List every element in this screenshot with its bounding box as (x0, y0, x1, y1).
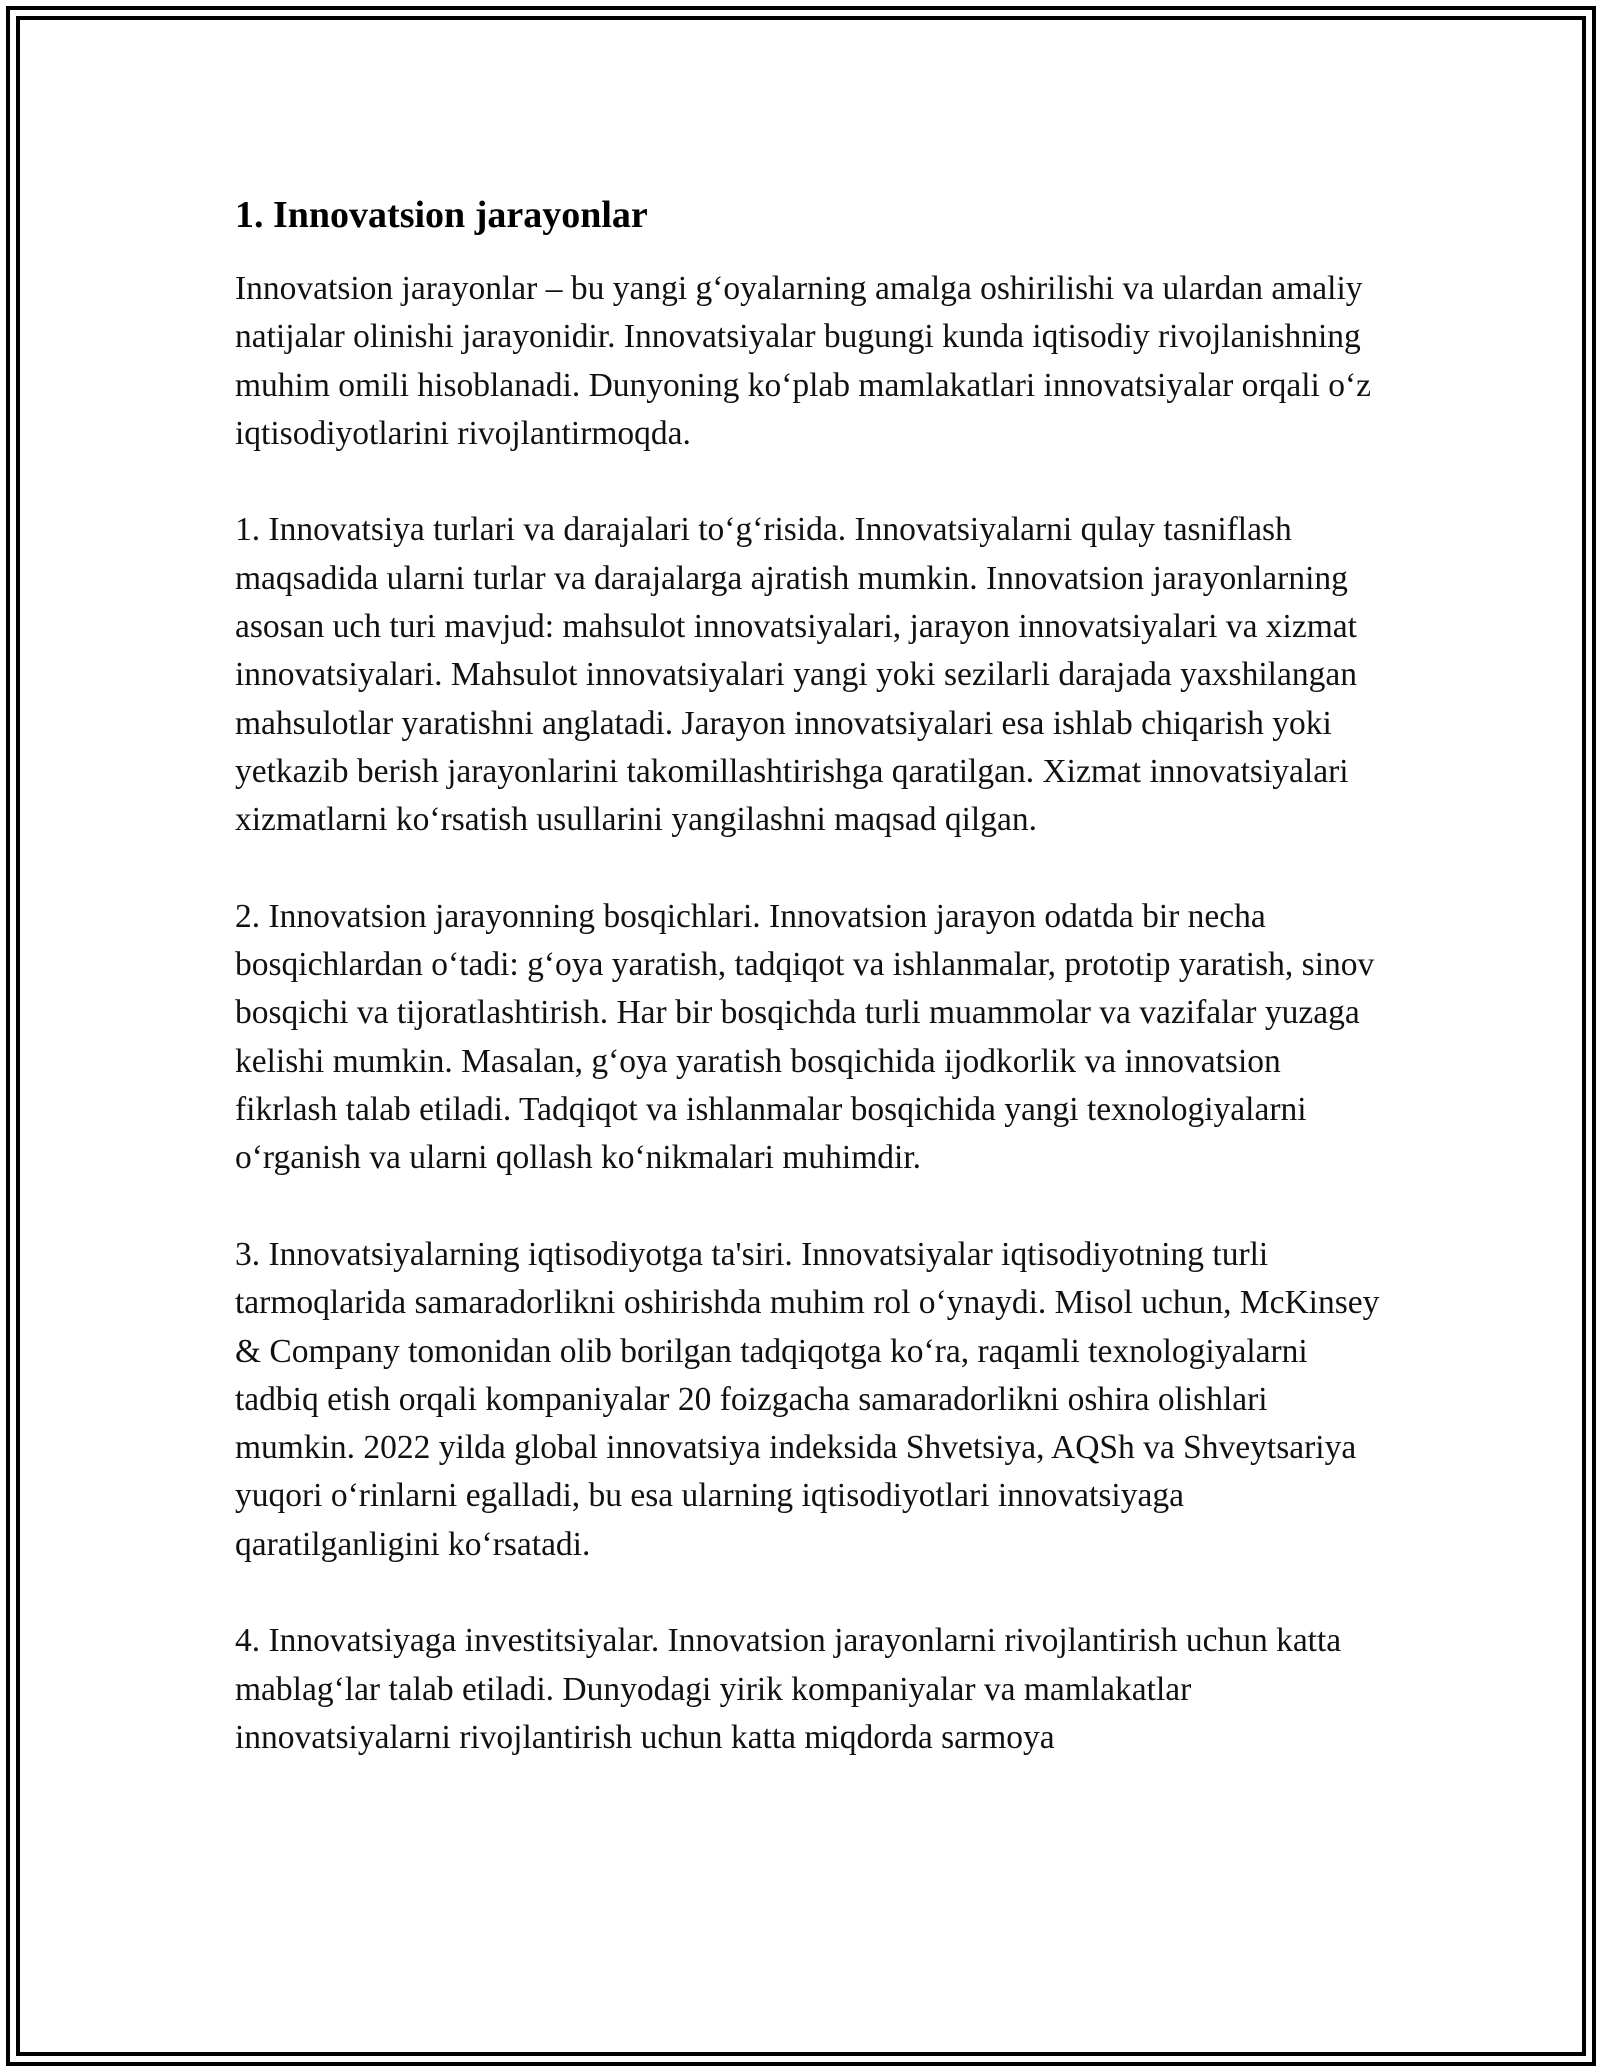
document-body (235, 183, 1385, 1811)
paragraph-investments: 4. Innovatsiyaga investitsiyalar. Innovatsion jarayonlarni rivojlantirish uchun katta mablag‘lar talab etiladi. Dunyodagi yirik kompaniyalar va mamlakatlar innovatsiyalarni rivojlantirish uchun katta miqdorda sarmoya (235, 1622, 1342, 1756)
paragraph-innovation-stages: 2. Innovatsion jarayonning bosqichlari. Innovatsion jarayon odatda bir necha bosqichlardan o‘tadi: g‘oya yaratish, tadqiqot va ishlanmalar, prototip yaratish, sinov bosqichi va tijoratlashtirish. Har bir bosqichda turli muammolar va vazifalar yuzaga kelishi mumkin. Masalan, g‘oya yaratish bosqichida ijodkorlik va innovatsion fikrlash talab etiladi. Tadqiqot va ishlanmalar bosqichida yangi texnologiyalarni o‘rganish va ularni qollash ko‘nikmalari muhimdir. (235, 897, 1375, 1177)
paragraph-innovation-types: 1. Innovatsiya turlari va darajalari to‘g‘risida. Innovatsiyalarni qulay tasniflash maqsadida ularni turlar va darajalarga ajratish mumkin. Innovatsion jarayonlarning asosan uch turi mavjud: mahsulot innovatsiyalari, jarayon innovatsiyalari va xizmat innovatsiyalari. Mahsulot innovatsiyalari yangi yoki sezilarli darajada yaxshilangan mahsulotlar yaratishni anglatadi. Jarayon innovatsiyalari esa ishlab chiqarish yoki yetkazib berish jarayonlarini takomillashtirishga qaratilgan. Xizmat innovatsiyalari xizmatlarni ko‘rsatish usullarini yangilashni maqsad qilgan. (235, 511, 1357, 839)
section-heading: 1. Innovatsion jarayonlar (235, 194, 648, 236)
paragraph-economic-impact: 3. Innovatsiyalarning iqtisodiyotga ta'siri. Innovatsiyalar iqtisodiyotning turli tarmoqlarida samaradorlikni oshirishda muhim rol o‘ynaydi. Misol uchun, McKinsey & Company tomonidan olib borilgan tadqiqotga ko‘ra, raqamli texnologiyalarni tadbiq etish orqali kompaniyalar 20 foizgacha samaradorlikni oshira olishlari mumkin. 2022 yilda global innovatsiya indeksida Shvetsiya, AQSh va Shveytsariya yuqori o‘rinlarni egalladi, bu esa ularning iqtisodiyotlari innovatsiyaga qaratilganligini ko‘rsatadi. (235, 1235, 1380, 1563)
paragraph-intro: Innovatsion jarayonlar – bu yangi g‘oyalarning amalga oshirilishi va ulardan amaliy natijalar olinishi jarayonidir. Innovatsiyalar bugungi kunda iqtisodiy rivojlanishning muhim omili hisoblanadi. Dunyoning ko‘plab mamlakatlari innovatsiyalar orqali o‘z iqtisodiyotlarini rivojlantirmoqda. (235, 270, 1371, 452)
